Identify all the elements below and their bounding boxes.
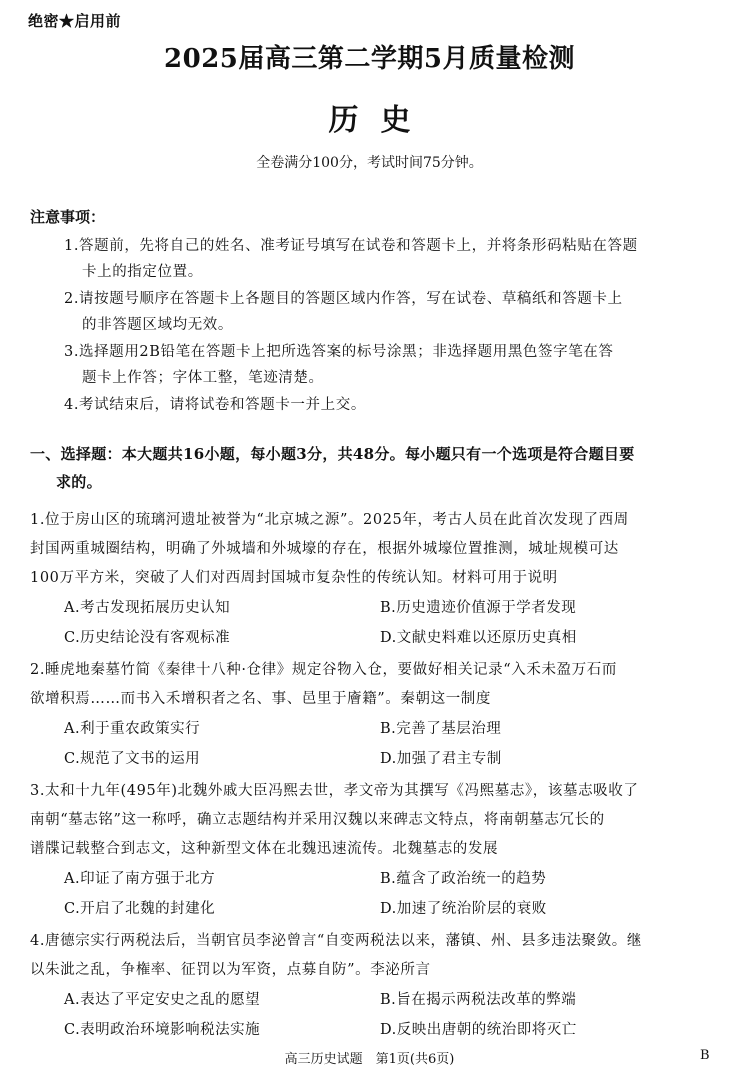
exam-title: 2025届高三第二学期5月质量检测	[164, 44, 575, 74]
note-line: 的非答题区域均无效。	[82, 317, 233, 333]
question-2-stem: 欲增积焉……而书入禾增积者之名、事、邑里于廥籍”。秦朝这一制度	[30, 691, 492, 707]
section-heading: 一、选择题：本大题共16小题，每小题3分，共48分。每小题只有一个选项是符合题目要	[30, 445, 635, 463]
question-4-option-a: A.表达了平定安史之乱的愿望	[64, 992, 261, 1008]
question-2-option-c: C.规范了文书的运用	[64, 751, 201, 767]
question-1-option-c: C.历史结论没有客观标准	[64, 630, 231, 646]
question-2-option-b: B.完善了基层治理	[380, 721, 502, 737]
question-4-stem: 4.唐德宗实行两税法后，当朝官员李泌曾言“自变两税法以来，藩镇、州、县多违法聚敛。继	[30, 933, 642, 949]
notes-heading: 注意事项：	[30, 208, 106, 226]
question-3-option-b: B.蕴含了政治统一的趋势	[380, 871, 547, 887]
note-line: 卡上的指定位置。	[82, 264, 203, 280]
question-2-option-a: A.利于重农政策实行	[64, 721, 201, 737]
note-line: 4.考试结束后，请将试卷和答题卡一并上交。	[64, 397, 366, 413]
question-4-option-d: D.反映出唐朝的统治即将灭亡	[380, 1022, 577, 1038]
page-footer: 高三历史试题 第1页(共6页)	[284, 1052, 455, 1067]
note-line: 1.答题前，先将自己的姓名、准考证号填写在试卷和答题卡上，并将条形码粘贴在答题	[64, 238, 638, 254]
subject-title: 历史	[328, 103, 433, 138]
confidential-label: 绝密★启用前	[28, 12, 122, 30]
full-mark-note: 全卷满分100分，考试时间75分钟。	[256, 155, 483, 171]
question-2-stem: 2.睡虎地秦墓竹简《秦律十八种·仓律》规定谷物入仓，要做好相关记录“入禾未盈万石而	[30, 662, 617, 678]
paper-version: B	[700, 1048, 710, 1063]
question-3-stem: 谱牒记载整合到志文，这种新型文体在北魏迅速流传。北魏墓志的发展	[30, 841, 499, 857]
question-2-option-d: D.加强了君主专制	[380, 751, 502, 767]
question-3-stem: 3.太和十九年(495年)北魏外戚大臣冯熙去世，孝文帝为其撰写《冯熙墓志》，该墓志吸收了	[30, 783, 639, 799]
question-3-stem: 南朝“墓志铭”这一称呼，确立志题结构并采用汉魏以来碑志文特点，将南朝墓志冗长的	[30, 812, 605, 828]
question-1-option-b: B.历史遗迹价值源于学者发现	[380, 600, 577, 616]
question-4-option-b: B.旨在揭示两税法改革的弊端	[380, 992, 577, 1008]
question-4-option-c: C.表明政治环境影响税法实施	[64, 1022, 261, 1038]
note-line: 题卡上作答；字体工整，笔迹清楚。	[82, 370, 324, 386]
question-3-option-a: A.印证了南方强于北方	[64, 871, 216, 887]
question-1-stem: 封国两重城圈结构，明确了外城墙和外城壕的存在，根据外城壕位置推测，城址规模可达	[30, 541, 619, 557]
question-4-stem: 以朱泚之乱，争権率、征罚以为军资，点募自防”。李泌所言	[30, 962, 431, 978]
question-1-option-a: A.考古发现拓展历史认知	[64, 600, 231, 616]
question-3-option-d: D.加速了统治阶层的衰败	[380, 901, 547, 917]
question-1-stem: 1.位于房山区的琉璃河遗址被誉为“北京城之源”。2025年，考古人员在此首次发现了西周	[30, 512, 629, 528]
note-line: 3.选择题用2B铅笔在答题卡上把所选答案的标号涂黑；非选择题用黑色签字笔在答	[64, 344, 614, 360]
section-heading-cont: 求的。	[56, 473, 102, 491]
note-line: 2.请按题号顺序在答题卡上各题目的答题区域内作答，写在试卷、草稿纸和答题卡上	[64, 291, 623, 307]
question-1-option-d: D.文献史料难以还原历史真相	[380, 630, 577, 646]
question-1-stem: 100万平方米，突破了人们对西周封国城市复杂性的传统认知。材料可用于说明	[30, 570, 558, 586]
question-3-option-c: C.开启了北魏的封建化	[64, 901, 216, 917]
